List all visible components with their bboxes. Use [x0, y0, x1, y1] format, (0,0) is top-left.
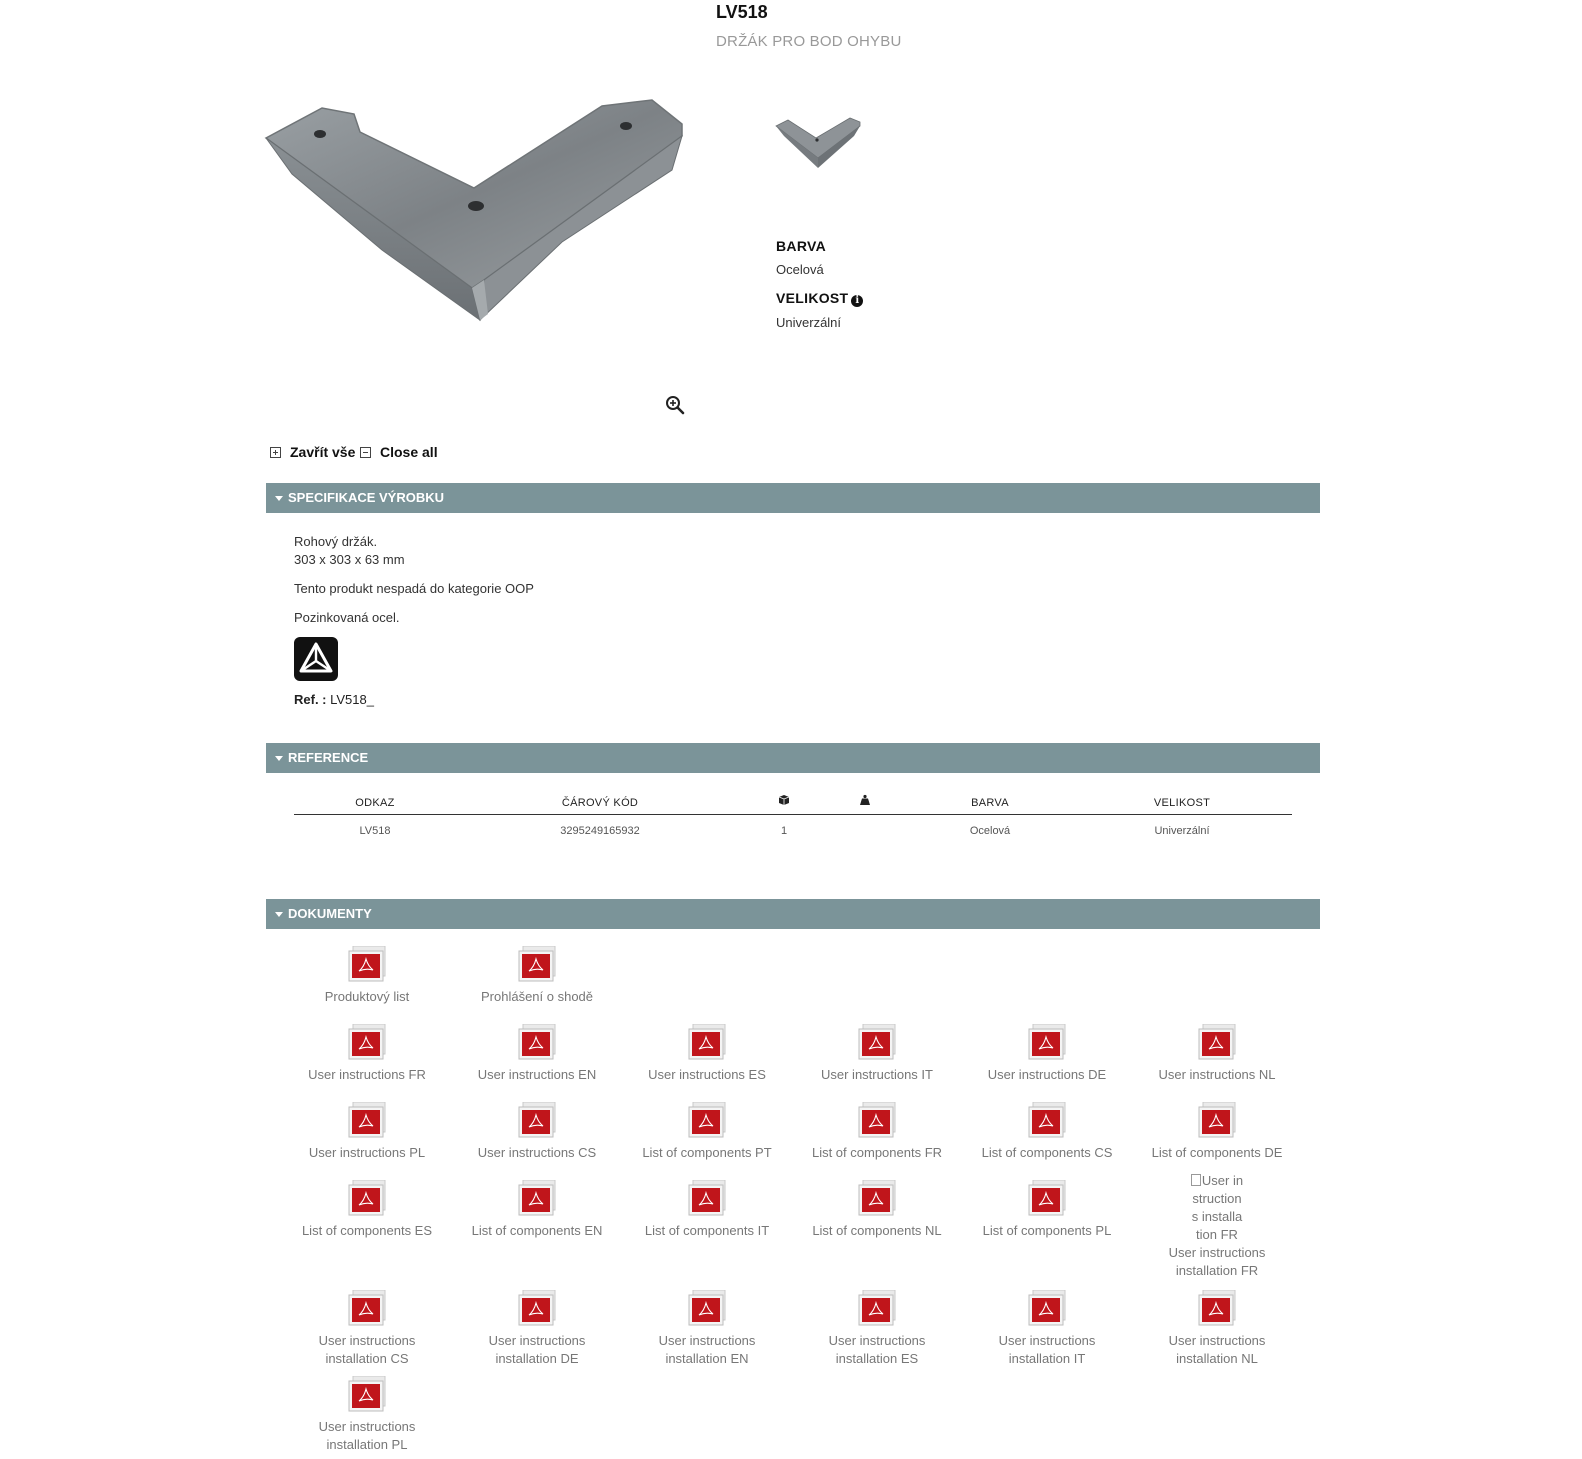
document-link[interactable]	[282, 1290, 452, 1368]
document-link[interactable]	[1132, 1290, 1302, 1368]
document-link[interactable]	[622, 1102, 792, 1162]
pdf-icon	[517, 946, 557, 982]
pdf-icon	[1027, 1180, 1067, 1216]
document-link[interactable]	[282, 1024, 452, 1084]
pdf-icon	[347, 1376, 387, 1412]
spec-material: Pozinkovaná ocel.	[294, 610, 400, 625]
pdf-icon	[687, 1102, 727, 1138]
pdf-icon	[347, 946, 387, 982]
product-image[interactable]	[262, 92, 692, 332]
cell-barcode: 3295249165932	[560, 825, 640, 837]
ref-value: LV518_	[330, 692, 374, 707]
pdf-icon	[857, 1180, 897, 1216]
document-link[interactable]	[792, 1102, 962, 1162]
document-label: List of components FR	[811, 1145, 943, 1160]
pdf-icon	[347, 1102, 387, 1138]
pdf-icon	[687, 1290, 727, 1326]
document-label: List of components DE	[1151, 1145, 1283, 1160]
document-link[interactable]	[962, 1180, 1132, 1280]
document-label: List of components EN	[471, 1223, 603, 1238]
pdf-icon	[347, 1180, 387, 1216]
section-title: SPECIFIKACE VÝROBKU	[288, 490, 445, 505]
expand-all-label: Zavřít vše	[290, 444, 356, 460]
pdf-icon	[1197, 1102, 1237, 1138]
document-link[interactable]	[452, 1102, 622, 1162]
pdf-icon	[347, 1290, 387, 1326]
document-link[interactable]	[622, 1180, 792, 1280]
section-title: DOKUMENTY	[288, 906, 372, 921]
document-link[interactable]	[1132, 1172, 1302, 1280]
document-label: User instructions NL	[1158, 1067, 1276, 1082]
pdf-icon	[857, 1102, 897, 1138]
document-link[interactable]	[452, 946, 622, 1006]
document-label: List of components ES	[301, 1223, 433, 1238]
caret-down-icon	[275, 756, 283, 761]
document-label: User instructions DE	[987, 1067, 1107, 1082]
document-link[interactable]	[282, 1102, 452, 1162]
document-link[interactable]	[1132, 1024, 1302, 1084]
document-link[interactable]	[792, 1024, 962, 1084]
broken-image-alt: User instructions installation FR	[1191, 1173, 1244, 1242]
document-link[interactable]	[962, 1102, 1132, 1162]
document-label: List of components CS	[981, 1145, 1113, 1160]
document-label: User instructions installation CS	[318, 1333, 416, 1366]
caret-down-icon	[275, 496, 283, 501]
pdf-icon	[1197, 1024, 1237, 1060]
zoom-in-icon[interactable]	[665, 395, 685, 415]
document-label: Produktový list	[324, 989, 410, 1004]
document-link[interactable]	[792, 1290, 962, 1368]
broken-image-icon	[1190, 1172, 1244, 1244]
documents-grid	[282, 946, 1312, 1454]
document-label: User instructions IT	[821, 1067, 933, 1082]
pdf-icon	[1027, 1024, 1067, 1060]
pdf-icon	[517, 1290, 557, 1326]
col-header-velikost: VELIKOST	[1153, 797, 1211, 809]
pdf-icon	[517, 1024, 557, 1060]
product-subtitle: DRŽÁK PRO BOD OHYBU	[716, 33, 902, 50]
document-link[interactable]	[962, 1290, 1132, 1368]
document-label: List of components PL	[982, 1223, 1112, 1238]
color-value: Ocelová	[776, 262, 824, 277]
table-header-row	[294, 786, 1292, 815]
plus-square-icon	[270, 447, 281, 458]
product-thumbnail[interactable]	[774, 114, 864, 170]
document-label: User instructions installation IT	[998, 1333, 1096, 1366]
spec-reference	[294, 692, 374, 707]
section-header-documents[interactable]	[266, 899, 1320, 929]
document-label: List of components IT	[644, 1223, 770, 1238]
color-label: BARVA	[776, 238, 826, 254]
section-title: REFERENCE	[288, 750, 369, 765]
document-label: User instructions CS	[477, 1145, 597, 1160]
document-label: User instructions installation NL	[1168, 1333, 1266, 1366]
document-link[interactable]	[1132, 1102, 1302, 1162]
document-link[interactable]	[452, 1180, 622, 1280]
spec-description: Rohový držák.	[294, 534, 378, 549]
weight-icon	[859, 794, 871, 806]
document-link[interactable]	[622, 1024, 792, 1084]
spec-dimensions: 303 x 303 x 63 mm	[294, 552, 405, 567]
pdf-icon	[347, 1024, 387, 1060]
box-icon	[778, 794, 790, 806]
document-label: User instructions installation FR	[1168, 1245, 1266, 1278]
document-link[interactable]	[792, 1180, 962, 1280]
pdf-icon	[1197, 1290, 1237, 1326]
pdf-icon	[687, 1024, 727, 1060]
section-header-specification[interactable]	[266, 483, 1320, 513]
document-link[interactable]	[452, 1024, 622, 1084]
document-label: User instructions ES	[648, 1067, 766, 1082]
minus-square-icon	[360, 447, 371, 458]
document-label: User instructions EN	[477, 1067, 597, 1082]
pdf-icon	[517, 1180, 557, 1216]
brand-logo-icon	[294, 637, 338, 681]
spec-category-note: Tento produkt nespadá do kategorie OOP	[294, 581, 534, 596]
pdf-icon	[1027, 1102, 1067, 1138]
section-header-reference[interactable]	[266, 743, 1320, 773]
document-label: Prohlášení o shodě	[480, 989, 594, 1004]
pdf-icon	[1027, 1290, 1067, 1326]
document-label: User instructions installation ES	[828, 1333, 926, 1366]
size-label-group	[776, 290, 863, 307]
document-label: User instructions installation EN	[658, 1333, 756, 1366]
document-label: User instructions installation PL	[318, 1419, 416, 1452]
size-label: VELIKOST	[776, 290, 849, 306]
cell-velikost: Univerzální	[1154, 825, 1210, 837]
document-link[interactable]	[282, 1376, 452, 1454]
cell-qty: 1	[780, 825, 788, 837]
info-icon[interactable]: i	[851, 295, 863, 307]
close-all-button[interactable]	[360, 444, 438, 460]
size-value: Univerzální	[776, 315, 842, 330]
document-label: User instructions FR	[308, 1067, 426, 1082]
col-header-barcode: ČÁROVÝ KÓD	[561, 797, 639, 809]
col-header-barva: BARVA	[971, 797, 1009, 809]
document-link[interactable]	[962, 1024, 1132, 1084]
ref-label: Ref. :	[294, 692, 327, 707]
col-header-odkaz: ODKAZ	[355, 797, 395, 809]
pdf-icon	[857, 1290, 897, 1326]
caret-down-icon	[275, 912, 283, 917]
document-link[interactable]	[452, 1290, 622, 1368]
document-label: List of components NL	[812, 1223, 942, 1238]
document-label: User instructions PL	[308, 1145, 426, 1160]
document-label: User instructions installation DE	[488, 1333, 586, 1366]
cell-barva: Ocelová	[969, 825, 1011, 837]
table-row	[294, 815, 1292, 843]
close-all-label: Close all	[380, 444, 438, 460]
document-label: List of components PT	[642, 1145, 772, 1160]
document-link[interactable]	[282, 946, 452, 1006]
expand-all-button[interactable]	[270, 444, 355, 460]
pdf-icon	[517, 1102, 557, 1138]
pdf-icon	[857, 1024, 897, 1060]
document-link[interactable]	[622, 1290, 792, 1368]
cell-odkaz: LV518	[359, 825, 391, 837]
product-code: LV518	[716, 2, 768, 22]
document-link[interactable]	[282, 1180, 452, 1280]
pdf-icon	[687, 1180, 727, 1216]
reference-table	[294, 786, 1292, 843]
